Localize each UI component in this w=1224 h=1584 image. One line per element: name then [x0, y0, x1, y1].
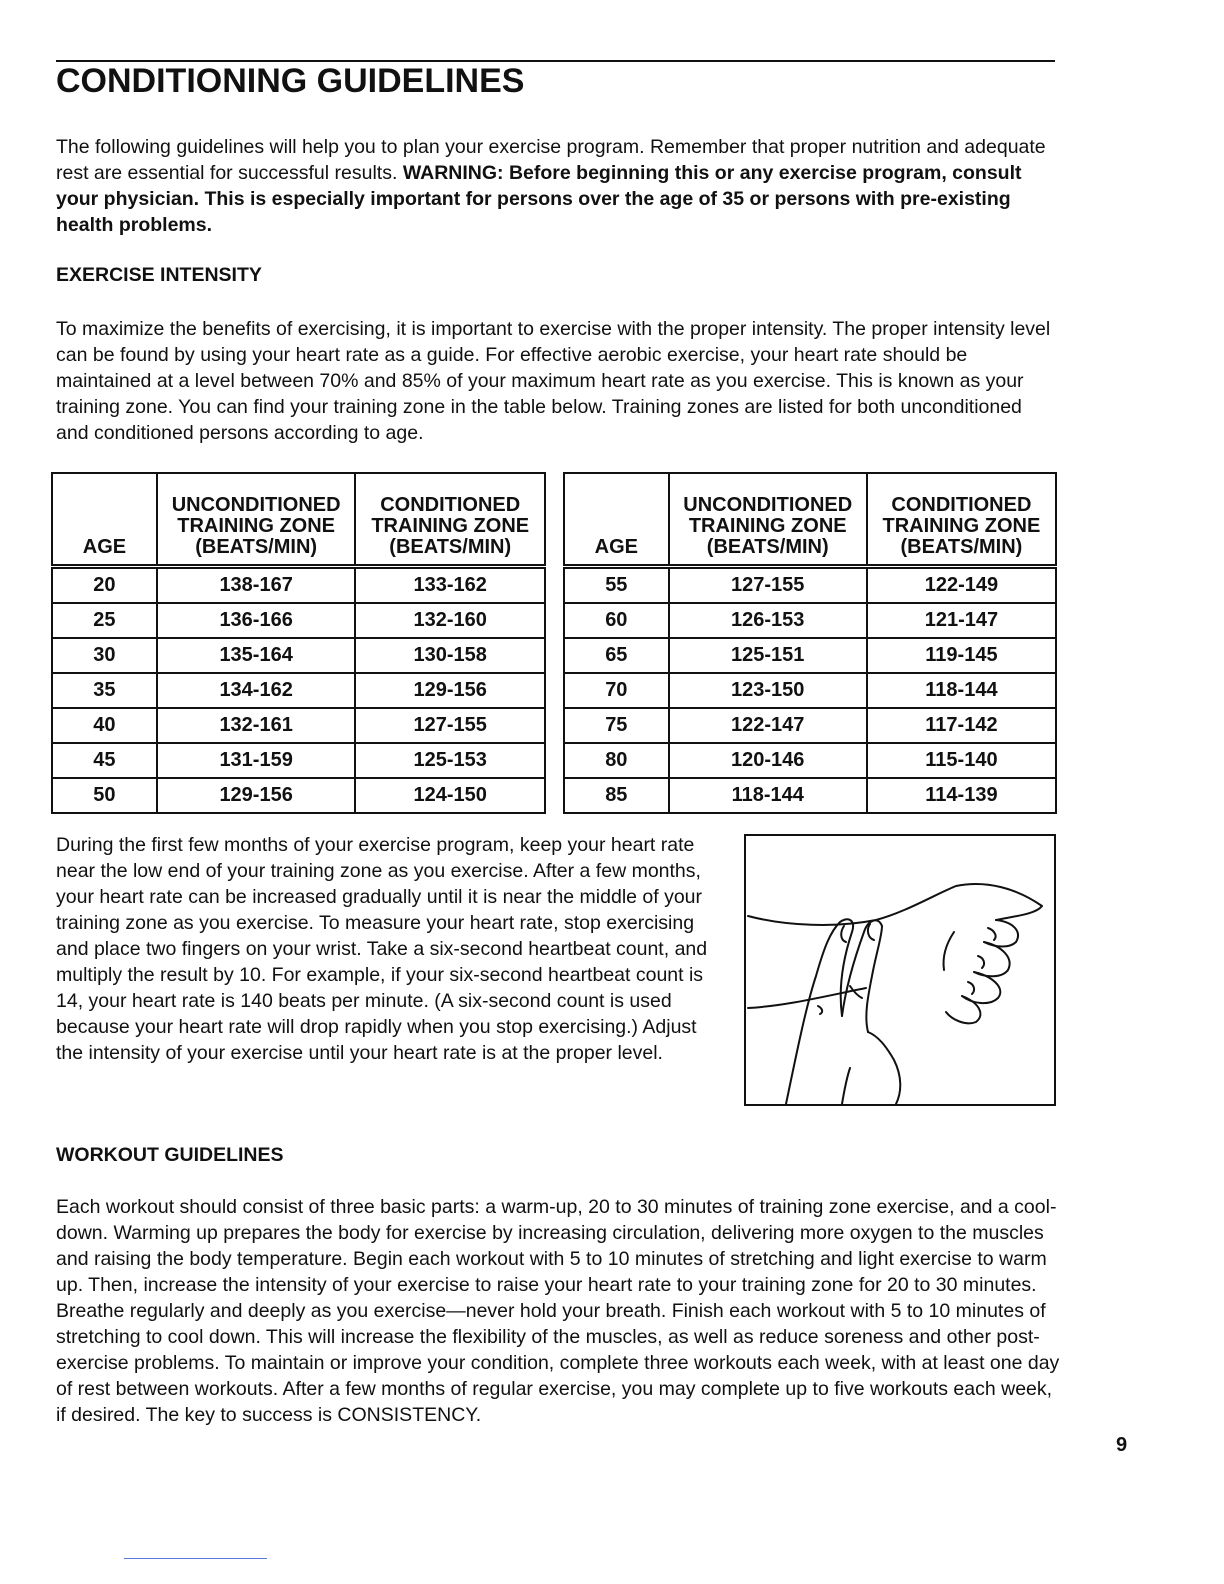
conditioned-cell: 118-144	[867, 673, 1056, 708]
header-conditioned-line: (BEATS/MIN)	[389, 536, 512, 558]
workout-guidelines-heading: WORKOUT GUIDELINES	[56, 1144, 284, 1166]
header-age: AGE	[564, 473, 669, 567]
conditioned-cell: 119-145	[867, 638, 1056, 673]
conditioned-cell: 115-140	[867, 743, 1056, 778]
unconditioned-cell: 126-153	[669, 603, 867, 638]
age-cell: 80	[564, 743, 669, 778]
table-row	[52, 603, 545, 638]
unconditioned-cell: 120-146	[669, 743, 867, 778]
header-unconditioned-line: UNCONDITIONED	[171, 494, 341, 516]
intro-paragraph	[56, 134, 1046, 238]
exercise-intensity-paragraph: To maximize the benefits of exercising, it is important to exercise with the proper intensity. The proper intensity level can be found by using your heart rate as a guide. For effective aerobic exercise, your heart rate should be maintained at a level between 70% and 85% of your maximum heart rate as you exercise. This is known as your training zone. You can find your training zone in the table below. Training zones are listed for both unconditioned and conditioned persons according to age.	[56, 318, 1051, 444]
conditioned-cell: 125-153	[355, 743, 545, 778]
header-unconditioned-line: (BEATS/MIN)	[195, 536, 318, 558]
header-unconditioned-line: TRAINING ZONE	[688, 515, 847, 537]
header-age: AGE	[52, 473, 157, 567]
table-header-row	[52, 473, 545, 567]
intro-text: The following guidelines will help you to plan your exercise program. Remember that proper nutrition and adequate rest are essential for successful results.	[56, 136, 1046, 184]
conditioned-cell: 127-155	[355, 708, 545, 743]
table-row	[564, 778, 1056, 813]
unconditioned-cell: 135-164	[157, 638, 356, 673]
table-row	[52, 673, 545, 708]
warning-text: WARNING: Before beginning this or any exercise program, consult your physician. This is especially important for persons over the age of 35 or persons with pre-existing health problems.	[56, 162, 1022, 236]
table-row	[52, 638, 545, 673]
header-unconditioned	[157, 473, 356, 567]
header-unconditioned-line: (BEATS/MIN)	[706, 536, 829, 558]
age-cell: 40	[52, 708, 157, 743]
heart-rate-paragraph: During the first few months of your exercise program, keep your heart rate near the low end of your training zone as you exercise. After a few months, your heart rate can be increased gradually until it is near the middle of your training zone as you exercise. To measure your heart rate, stop exercising and place two fingers on your wrist. Take a six-second heartbeat count, and multiply the result by 10. For example, if your six-second heartbeat count is 14, your heart rate is 140 beats per minute. (A six-second count is used because your heart rate will drop rapidly when you stop exercising.) Adjust the intensity of your exercise until your heart rate is at the proper level.	[56, 834, 708, 1064]
hand-on-wrist-icon	[746, 836, 1054, 1104]
age-cell: 35	[52, 673, 157, 708]
conditioned-cell: 121-147	[867, 603, 1056, 638]
page-title: CONDITIONING GUIDELINES	[56, 62, 525, 100]
unconditioned-cell: 131-159	[157, 743, 356, 778]
conditioned-cell: 132-160	[355, 603, 545, 638]
table-row	[564, 638, 1056, 673]
header-conditioned-line: CONDITIONED	[891, 494, 1032, 516]
unconditioned-cell: 118-144	[669, 778, 867, 813]
training-zone-table-right	[563, 472, 1057, 814]
table-header-row	[564, 473, 1056, 567]
training-zone-table-left	[51, 472, 546, 814]
table-row	[52, 778, 545, 813]
conditioned-cell: 122-149	[867, 567, 1056, 604]
header-unconditioned	[669, 473, 867, 567]
unconditioned-cell: 136-166	[157, 603, 356, 638]
unconditioned-cell: 122-147	[669, 708, 867, 743]
age-cell: 50	[52, 778, 157, 813]
table-row	[52, 708, 545, 743]
table-row	[52, 567, 545, 604]
age-cell: 65	[564, 638, 669, 673]
footer-rule	[124, 1558, 267, 1559]
age-cell: 20	[52, 567, 157, 604]
wrist-pulse-illustration	[744, 834, 1056, 1106]
age-cell: 85	[564, 778, 669, 813]
age-cell: 75	[564, 708, 669, 743]
table-row	[564, 743, 1056, 778]
conditioned-cell: 129-156	[355, 673, 545, 708]
conditioned-cell: 124-150	[355, 778, 545, 813]
header-conditioned-line: (BEATS/MIN)	[900, 536, 1023, 558]
unconditioned-cell: 132-161	[157, 708, 356, 743]
exercise-intensity-heading: EXERCISE INTENSITY	[56, 264, 262, 286]
header-unconditioned-line: TRAINING ZONE	[177, 515, 336, 537]
header-conditioned	[355, 473, 545, 567]
conditioned-cell: 114-139	[867, 778, 1056, 813]
header-conditioned	[867, 473, 1056, 567]
age-cell: 70	[564, 673, 669, 708]
table-row	[564, 603, 1056, 638]
unconditioned-cell: 138-167	[157, 567, 356, 604]
age-cell: 30	[52, 638, 157, 673]
header-conditioned-line: TRAINING ZONE	[371, 515, 530, 537]
header-conditioned-line: CONDITIONED	[380, 494, 521, 516]
age-cell: 55	[564, 567, 669, 604]
unconditioned-cell: 123-150	[669, 673, 867, 708]
age-cell: 60	[564, 603, 669, 638]
conditioned-cell: 130-158	[355, 638, 545, 673]
conditioned-cell: 133-162	[355, 567, 545, 604]
table-row	[52, 743, 545, 778]
page-number: 9	[1116, 1434, 1128, 1456]
unconditioned-cell: 127-155	[669, 567, 867, 604]
unconditioned-cell: 129-156	[157, 778, 356, 813]
unconditioned-cell: 125-151	[669, 638, 867, 673]
table-row	[564, 708, 1056, 743]
header-unconditioned-line: UNCONDITIONED	[683, 494, 853, 516]
unconditioned-cell: 134-162	[157, 673, 356, 708]
table-row	[564, 567, 1056, 604]
workout-guidelines-paragraph: Each workout should consist of three basic parts: a warm-up, 20 to 30 minutes of training zone exercise, and a cool-down. Warming up prepares the body for exercise by increasing circulation, delivering more oxygen to the muscles and raising the body temperature. Begin each workout with 5 to 10 minutes of stretching and light exercise to warm up. Then, increase the intensity of your exercise to raise your heart rate to your training zone for 20 to 30 minutes. Breathe regularly and deeply as you exercise—never hold your breath. Finish each workout with 5 to 10 minutes of stretching to cool down. This will increase the flexibility of the muscles, as well as reduce soreness and other post-exercise problems. To maintain or improve your condition, complete three workouts each week, with at least one day of rest between workouts. After a few months of regular exercise, you may complete up to five workouts each week, if desired. The key to success is CONSISTENCY.	[56, 1196, 1060, 1426]
table-row	[564, 673, 1056, 708]
header-conditioned-line: TRAINING ZONE	[882, 515, 1041, 537]
conditioned-cell: 117-142	[867, 708, 1056, 743]
age-cell: 25	[52, 603, 157, 638]
age-cell: 45	[52, 743, 157, 778]
